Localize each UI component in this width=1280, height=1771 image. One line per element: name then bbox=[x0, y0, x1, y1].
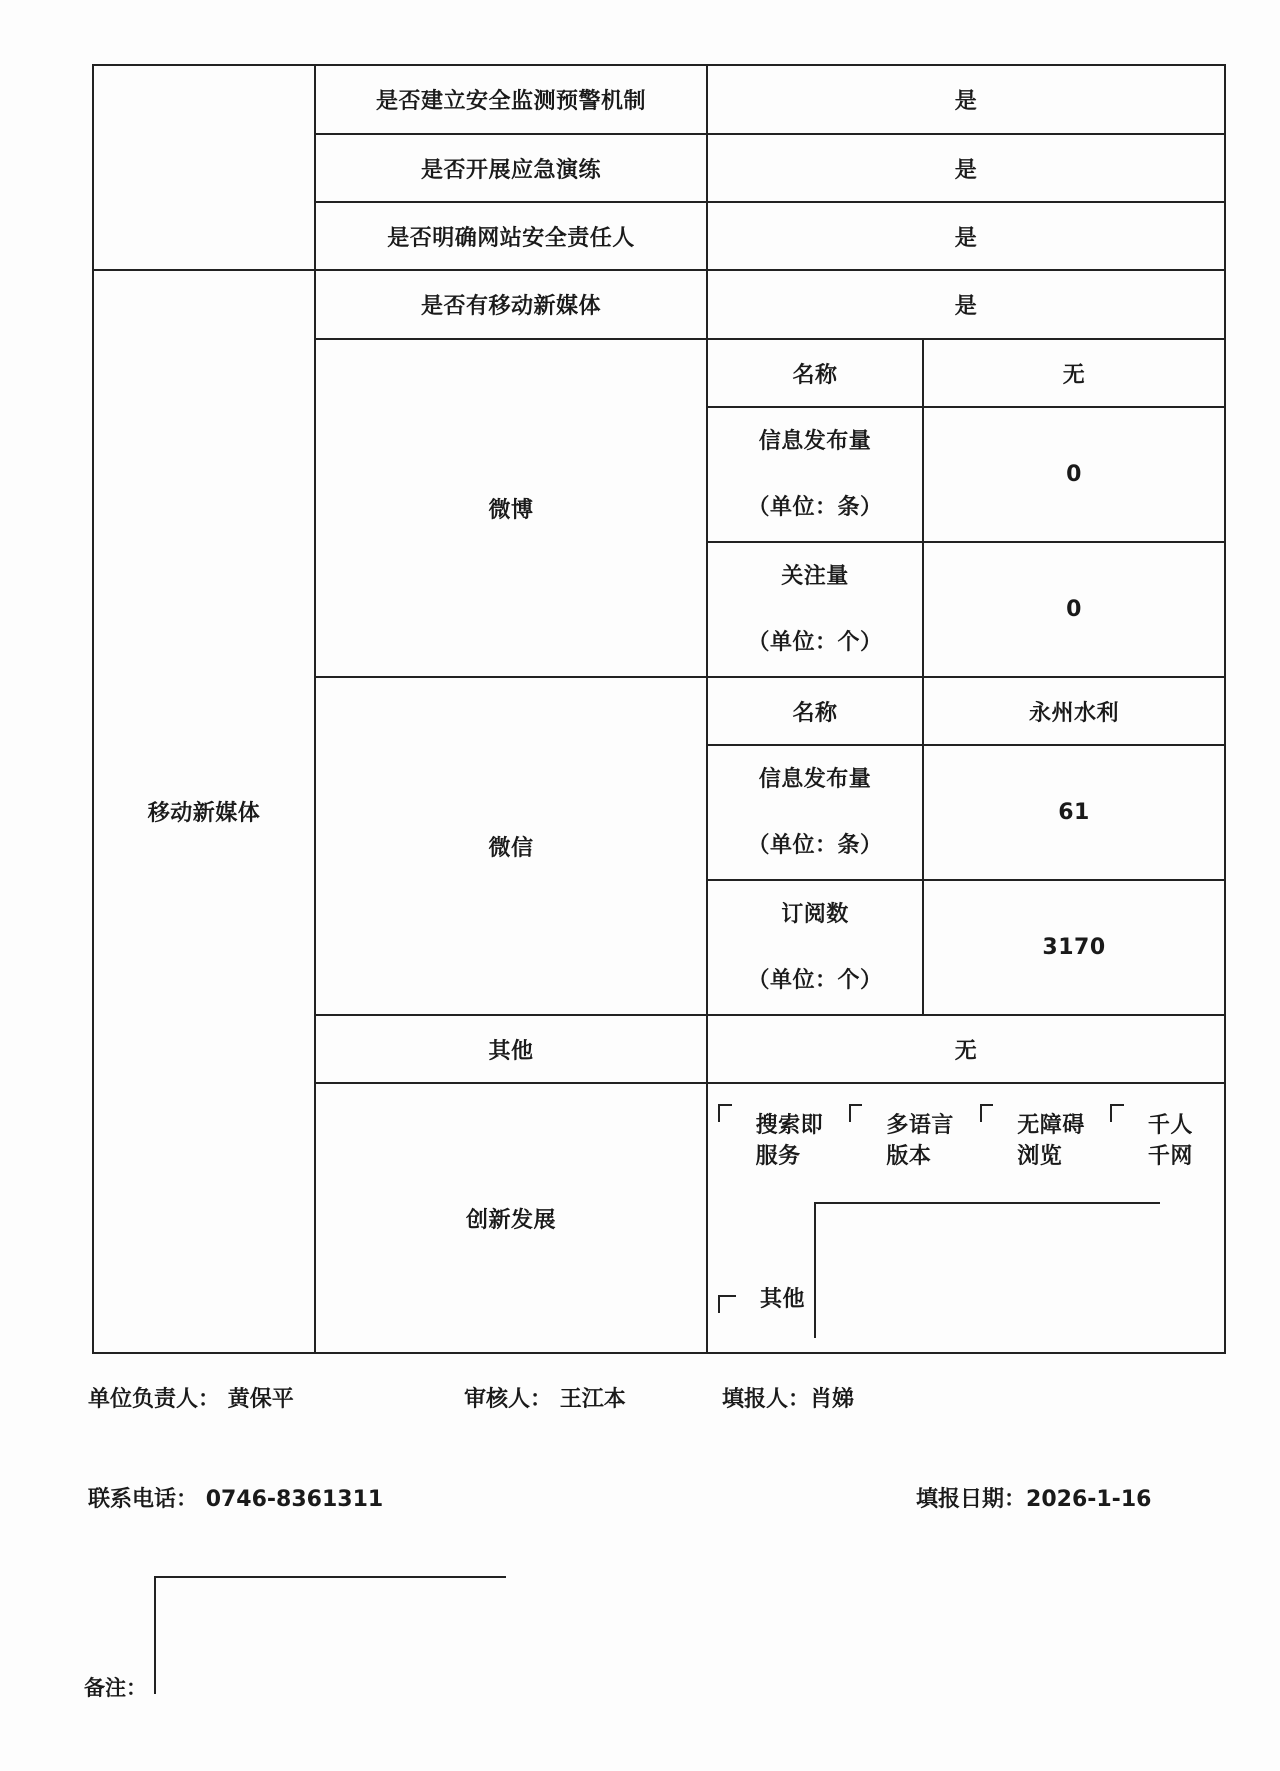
date-value: 2026-1-16 bbox=[1026, 1487, 1152, 1512]
weibo-followers-value: 0 bbox=[923, 542, 1225, 677]
date-label: 填报日期： bbox=[916, 1487, 1027, 1512]
option-search-as-service[interactable] bbox=[718, 1108, 837, 1170]
wechat-subscribers-label-line1: 订阅数 bbox=[781, 901, 849, 927]
weibo-followers-label-line1: 关注量 bbox=[781, 563, 849, 589]
wechat-name-label: 名称 bbox=[707, 677, 923, 745]
weibo-label: 微博 bbox=[315, 339, 707, 677]
weibo-posts-value: 0 bbox=[923, 407, 1225, 542]
option-search-as-service-label: 搜索即服务 bbox=[755, 1113, 824, 1169]
checkbox-personalized[interactable] bbox=[1110, 1104, 1123, 1122]
unit-head bbox=[88, 1382, 294, 1413]
contact-phone bbox=[88, 1482, 383, 1513]
phone-value: 0746-8361311 bbox=[205, 1487, 384, 1512]
mobile-media-section-label: 移动新媒体 bbox=[93, 270, 315, 1353]
weibo-posts-label-line1: 信息发布量 bbox=[758, 428, 872, 454]
other-innovation-input[interactable] bbox=[814, 1202, 1160, 1338]
option-other[interactable] bbox=[718, 1282, 805, 1313]
unit-head-value: 黄保平 bbox=[227, 1387, 294, 1412]
blank-section-cell bbox=[93, 65, 315, 270]
report-table bbox=[92, 64, 1226, 1354]
weibo-name-value: 无 bbox=[923, 339, 1225, 407]
weibo-posts-label bbox=[707, 407, 923, 542]
has-mobile-media-value: 是 bbox=[707, 270, 1225, 339]
filler-value: 肖娣 bbox=[810, 1387, 855, 1412]
wechat-subscribers-label-line2: （单位：个） bbox=[747, 967, 883, 993]
wechat-name-value: 永州水利 bbox=[923, 677, 1225, 745]
weibo-followers-label-line2: （单位：个） bbox=[747, 629, 883, 655]
unit-head-label: 单位负责人： bbox=[88, 1387, 221, 1412]
wechat-posts-label-line1: 信息发布量 bbox=[758, 766, 872, 792]
has-mobile-media-label: 是否有移动新媒体 bbox=[315, 270, 707, 339]
wechat-subscribers-value: 3170 bbox=[923, 880, 1225, 1015]
wechat-posts-value: 61 bbox=[923, 745, 1225, 880]
security-owner-label: 是否明确网站安全责任人 bbox=[315, 202, 707, 270]
weibo-followers-label bbox=[707, 542, 923, 677]
option-multi-language-label: 多语言版本 bbox=[886, 1113, 954, 1169]
other-media-label: 其他 bbox=[315, 1015, 707, 1083]
reviewer bbox=[464, 1382, 626, 1413]
reviewer-value: 王江本 bbox=[559, 1387, 626, 1412]
option-personalized-label: 千人千网 bbox=[1147, 1113, 1193, 1169]
innovation-options bbox=[718, 1108, 1224, 1170]
option-multi-language[interactable] bbox=[849, 1108, 968, 1170]
fill-date bbox=[916, 1482, 1151, 1513]
checkbox-other[interactable] bbox=[718, 1295, 736, 1313]
weibo-name-label: 名称 bbox=[707, 339, 923, 407]
filler bbox=[722, 1382, 854, 1413]
option-other-label: 其他 bbox=[760, 1287, 806, 1312]
checkbox-search-as-service[interactable] bbox=[718, 1104, 732, 1122]
emergency-drill-value: 是 bbox=[707, 134, 1225, 202]
checkbox-accessibility[interactable] bbox=[980, 1104, 994, 1122]
filler-label: 填报人： bbox=[722, 1387, 811, 1412]
wechat-label: 微信 bbox=[315, 677, 707, 1015]
note bbox=[84, 1672, 147, 1702]
wechat-posts-label bbox=[707, 745, 923, 880]
other-media-value: 无 bbox=[707, 1015, 1225, 1083]
note-label: 备注： bbox=[84, 1676, 147, 1700]
security-monitoring-value: 是 bbox=[707, 65, 1225, 134]
weibo-posts-label-line2: （单位：条） bbox=[747, 494, 883, 520]
phone-label: 联系电话： bbox=[88, 1487, 199, 1512]
wechat-posts-label-line2: （单位：条） bbox=[747, 832, 883, 858]
wechat-subscribers-label bbox=[707, 880, 923, 1015]
innovation-options-cell bbox=[707, 1083, 1225, 1353]
checkbox-multi-language[interactable] bbox=[849, 1104, 863, 1122]
option-accessibility[interactable] bbox=[980, 1108, 1099, 1170]
option-personalized[interactable] bbox=[1110, 1108, 1212, 1170]
security-monitoring-label: 是否建立安全监测预警机制 bbox=[315, 65, 707, 134]
emergency-drill-label: 是否开展应急演练 bbox=[315, 134, 707, 202]
innovation-section-label: 创新发展 bbox=[315, 1083, 707, 1353]
reviewer-label: 审核人： bbox=[464, 1387, 553, 1412]
option-accessibility-label: 无障碍浏览 bbox=[1017, 1113, 1085, 1169]
note-input[interactable] bbox=[154, 1576, 506, 1694]
security-owner-value: 是 bbox=[707, 202, 1225, 270]
